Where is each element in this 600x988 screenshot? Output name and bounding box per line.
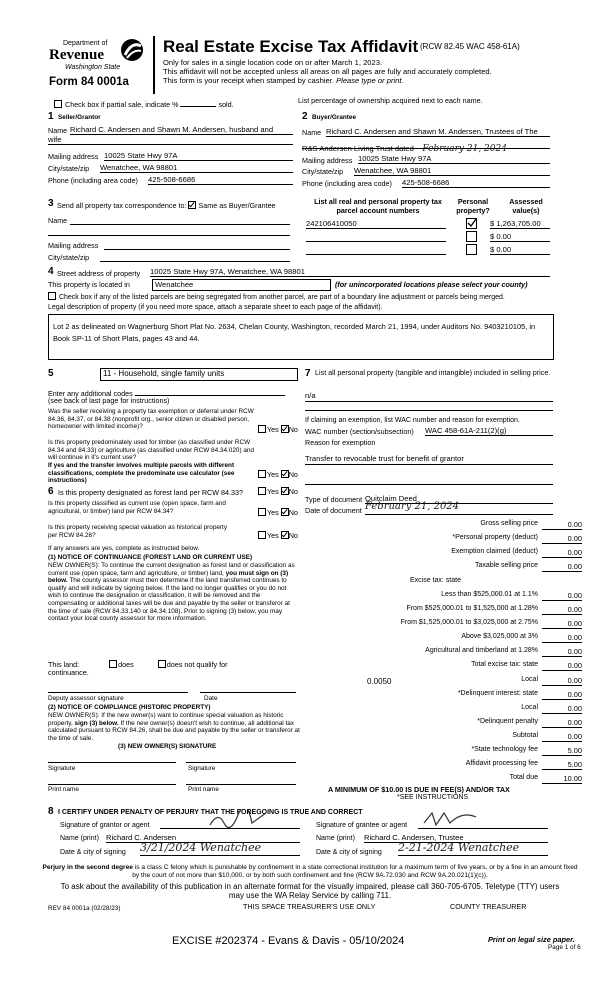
- notice1-c: The county assessor must then determine if the land transferred continues to qualify and will indicate by signing below. If the land no longer qualifies or you do not wish to continue the designation or classification, it will be removed and the compensating or additional taxes will be due and payable by the seller or transferor at the time of sale (RCW 84.33.140 or 84.34.108). Prior to signing (3) below, you may contact your local county assessor for more information.: [48, 577, 290, 623]
- buyer-name-label: Name: [302, 128, 322, 137]
- t5-value[interactable]: 0.00: [542, 647, 582, 657]
- buyer-title: Buyer/Grantee: [312, 114, 357, 121]
- alt-format-note: To ask about the availability of this publication in an alternate format for the visually impaired, please call 360-705-6705. Teletype (TTY) users may use the WA Relay Service by calling 711.: [60, 882, 560, 901]
- seller-city[interactable]: Wenatchee, WA 98801: [100, 163, 293, 173]
- parcel-head-1: List all real and personal property tax: [314, 197, 442, 206]
- section7: [305, 368, 555, 518]
- personal-checkbox-2[interactable]: [466, 231, 477, 242]
- wac-label: WAC number (section/subsection): [305, 427, 414, 436]
- personal-checkbox-1[interactable]: [466, 218, 477, 229]
- segregated-row: [48, 292, 505, 303]
- located-label: This property is located in: [48, 280, 130, 289]
- s5-q2b: If yes and the transfer involves multiple parcels with different classifications, complete the predominate use calculator (see instructions): [48, 462, 235, 485]
- subtitle-1: Only for sales in a single location code on or after March 1, 2023.: [163, 58, 383, 67]
- grantor-signature-scribble-icon: [208, 809, 268, 829]
- street-label: Street address of property: [57, 269, 141, 278]
- s6-q2-yes-checkbox[interactable]: [258, 508, 266, 516]
- dept-line2: Revenue: [49, 47, 104, 63]
- s6-q2-yes: Yes: [267, 508, 279, 517]
- partial-sale-label: Check box if partial sale, indicate %: [65, 100, 179, 109]
- check-mark-icon: [467, 218, 477, 228]
- new-owner-signature-1[interactable]: [48, 756, 176, 763]
- local-label: Local: [521, 676, 538, 683]
- exemption-label: Exemption claimed (deduct): [451, 548, 538, 555]
- buyer-num: 2: [302, 111, 308, 122]
- s6-q2-no-checkbox[interactable]: [281, 508, 289, 516]
- section7-label: List all personal property (tangible and intangible) included in selling price.: [315, 368, 551, 377]
- segregated-checkbox[interactable]: [48, 292, 56, 300]
- total-due-label: Total due: [509, 774, 538, 781]
- partial-sale-pct[interactable]: [180, 99, 216, 107]
- notice1-body: [48, 562, 298, 623]
- deputy-label: Deputy assessor signature: [48, 695, 124, 702]
- buyer-name-2: R&S Andersen Living Trust dated: [302, 144, 414, 153]
- personal-deduct-value[interactable]: 0.00: [542, 534, 582, 544]
- s6-q1-yes-checkbox[interactable]: [258, 487, 266, 495]
- s6-q1: Is this property designated as forest land per RCW 84.33?: [58, 488, 243, 497]
- partial-sale-checkbox[interactable]: [54, 100, 62, 108]
- notice1-a: NEW OWNER(S): To continue the current designation as forest land or classification as current use (open space, farm and agriculture, or timber) land,: [48, 562, 295, 577]
- minimum-note: A MINIMUM OF $10.00 IS DUE IN FEE(S) AND/OR TAX: [328, 785, 510, 794]
- new-owner-print-1[interactable]: [48, 778, 176, 785]
- parcel-head: [308, 198, 448, 215]
- form-number: Form 84 0001a: [49, 76, 129, 88]
- t4-value[interactable]: 0.00: [542, 633, 582, 643]
- new-owner-signature-2[interactable]: [186, 756, 296, 763]
- s6-q2: Is this property classified as current use (open space, farm and agricultural, or timber) land per RCW 84.34?: [48, 500, 226, 515]
- reason-label: Reason for exemption: [305, 438, 376, 447]
- doc-date-label: Date of document: [305, 506, 362, 515]
- section6: [48, 486, 300, 806]
- s6-q3-answer: [258, 531, 298, 541]
- seller-phone-label: Phone (including area code): [48, 176, 138, 185]
- perjury-bold: Perjury in the second degree: [42, 864, 133, 871]
- penalty-label: *Delinquent penalty: [477, 718, 538, 725]
- buyer-mail-label: Mailing address: [302, 156, 353, 165]
- grantee-date-label: Date & city of signing: [316, 849, 382, 856]
- does-not-label: does not qualify for: [166, 660, 228, 669]
- s3-city-label: City/state/zip: [48, 253, 90, 262]
- s6-q3-yes-checkbox[interactable]: [258, 531, 266, 539]
- section8-num: 8: [48, 806, 54, 817]
- grantee-sig-label: Signature of grantee or agent: [316, 822, 408, 829]
- legal-description[interactable]: Lot 2 as delineated on Wagnerburg Short Plat No. 2634, Chelan County, Washington, recorded March 21, 1994, under Auditors No. 9403210105, in Book SP-11 of Short Plats, pages 43 and 44.: [48, 314, 554, 360]
- t2-label: From $525,000.01 to $1,525,000 at 1.28%: [406, 605, 538, 612]
- dor-logo: [45, 36, 150, 94]
- gross-label: Gross selling price: [480, 520, 538, 527]
- grantee-name-label: Name (print): [316, 835, 355, 842]
- print-name-label-1: Print name: [48, 786, 79, 793]
- notice3-head: (3) NEW OWNER(S) SIGNATURE: [118, 743, 217, 750]
- buyer-trust-date-handwritten: February 21, 2024: [422, 144, 507, 154]
- grantee-date[interactable]: 2-21-2024 Wenatchee: [398, 841, 548, 856]
- subtitle-3: [163, 77, 404, 86]
- doc-date[interactable]: February 21, 2024: [365, 501, 553, 515]
- notice2-c: If the new owner(s) doesn't wish to continue, all additional tax calculated pursuant to RCW 84.26, shall be due and payable by the seller or transferor at the time of sale.: [48, 719, 300, 742]
- s6-q3-no-checkbox[interactable]: [281, 531, 289, 539]
- same-as-buyer-checkbox[interactable]: [188, 201, 196, 209]
- section5: [48, 368, 298, 483]
- excise-head: Excise tax: state: [410, 577, 461, 584]
- t3-label: From $1,525,000.01 to $3,025,000 at 2.75%: [400, 619, 538, 626]
- s5-q1-answer: [258, 425, 298, 435]
- segregated-label: Check box if any of the listed parcels are being segregated from another parcel, are part of a boundary line adjustment or parcels being merged.: [58, 294, 505, 301]
- buyer-phone-label: Phone (including area code): [302, 179, 392, 188]
- taxable-label: Taxable selling price: [474, 562, 538, 569]
- assessed-value-1[interactable]: $ 1,263,705.00: [490, 219, 550, 229]
- form-rcw: (RCW 82.45 WAC 458-61A): [420, 42, 520, 51]
- doc-type[interactable]: Quitclaim Deed: [365, 494, 553, 504]
- subtitle-3-text: This form is your receipt when stamped by cashier.: [163, 76, 334, 85]
- s5-q1-no-checkbox[interactable]: [281, 425, 289, 433]
- legal-label: Legal description of property (if you need more space, attach a separate sheet to each page of the affidavit).: [48, 304, 383, 311]
- s3-mail-label: Mailing address: [48, 241, 99, 250]
- parcel-number-2[interactable]: [306, 232, 446, 242]
- t5-label: Agricultural and timberland at 1.28%: [425, 647, 538, 654]
- see-instructions: *SEE INSTRUCTIONS: [397, 794, 469, 801]
- s5-q1: Was the seller receiving a property tax exemption or deferral under RCW 84.36, 84.37, or 84.38 (nonprofit org., senior citizen or disabled person, homeowner with limited income)?: [48, 408, 254, 431]
- tech-label: *State technology fee: [471, 746, 538, 753]
- section3: [48, 198, 553, 264]
- notice1-b: you must sign on (3) below.: [48, 569, 289, 585]
- section6-num: 6: [48, 486, 54, 497]
- notice2-head: (2) NOTICE OF COMPLIANCE (HISTORIC PROPERTY): [48, 704, 211, 711]
- personal-deduct-label: *Personal property (deduct): [452, 534, 538, 541]
- s5-q2-yes-checkbox[interactable]: [258, 470, 266, 478]
- delinquent-local-label: Local: [521, 704, 538, 711]
- codes-label-2: (see back of last page for instructions): [48, 396, 170, 405]
- total-state-value[interactable]: 0.00: [542, 661, 582, 671]
- s5-q2-no-checkbox[interactable]: [281, 470, 289, 478]
- seller-mail-label: Mailing address: [48, 152, 99, 161]
- buyer-section: [302, 111, 550, 191]
- grantor-name-label: Name (print): [60, 835, 99, 842]
- seller-name-label: Name: [48, 126, 68, 135]
- s5-q2a: Is this property predominately used for timber (as classified under RCW 84.34 and 84.33) or agriculture (as classified under RCW 84.34.020) and will continue in it's current use?: [48, 439, 255, 462]
- new-owner-print-2[interactable]: [186, 778, 296, 785]
- grantor-name[interactable]: Richard C. Andersen: [106, 833, 300, 843]
- t3-value[interactable]: 0.00: [542, 619, 582, 629]
- penalty-value[interactable]: 0.00: [542, 718, 582, 728]
- reason-exemption[interactable]: Transfer to revocable trust for benefit of grantor: [305, 454, 553, 465]
- dept-line1: Department of: [63, 40, 108, 47]
- s6-q1-answer: [258, 487, 298, 497]
- local-value[interactable]: 0.00: [542, 676, 582, 686]
- located-select[interactable]: Wenatchee: [152, 279, 331, 291]
- s6-q1-no-checkbox[interactable]: [281, 487, 289, 495]
- subtotal-label: Subtotal: [512, 732, 538, 739]
- section3-same: Same as Buyer/Grantee: [198, 201, 276, 210]
- grantee-signature-scribble-icon: [422, 809, 478, 829]
- gross-value[interactable]: 0.00: [542, 520, 582, 530]
- exempt-label: If claiming an exemption, list WAC number and reason for exemption.: [305, 417, 520, 424]
- parcel-number-3[interactable]: [306, 245, 446, 255]
- dor-emblem-icon: [119, 37, 145, 63]
- notice2-b: sign (3) below.: [74, 719, 119, 727]
- s6-any-yes: If any answers are yes, complete as instructed below.: [48, 545, 200, 552]
- assessed-value-3[interactable]: $ 0.00: [490, 245, 550, 255]
- rev-label: REV 84 0001a (02/28/23): [48, 905, 121, 912]
- deputy-date-line[interactable]: [200, 686, 296, 693]
- s6-q2-answer: [258, 508, 298, 518]
- buyer-city-label: City/state/zip: [302, 167, 344, 176]
- personal-property-line-2[interactable]: [305, 402, 553, 411]
- tech-value[interactable]: 5.00: [542, 746, 582, 756]
- personal-head-1: Personal: [457, 197, 489, 206]
- street-address[interactable]: 10025 State Hwy 97A, Wenatchee, WA 98801: [150, 267, 550, 277]
- subtitle-2: This affidavit will not be accepted unless all areas on all pages are fully and accurately completed.: [163, 67, 492, 76]
- deputy-signature-line[interactable]: [48, 686, 188, 693]
- t2-value[interactable]: 0.00: [542, 605, 582, 615]
- this-land-label: This land:: [48, 660, 80, 669]
- perjury-note: [40, 864, 580, 879]
- section7-num: 7: [305, 368, 311, 379]
- seller-phone[interactable]: 425-508-6686: [148, 175, 293, 185]
- personal-head-2: property?: [456, 205, 490, 215]
- section4: [48, 266, 553, 366]
- form-title: Real Estate Excise Tax Affidavit: [163, 37, 419, 56]
- signature-label-2: Signature: [188, 765, 216, 772]
- codes-input[interactable]: [135, 388, 285, 396]
- s3-name-line-2[interactable]: [48, 226, 290, 236]
- local-rate: 0.0050: [367, 677, 392, 686]
- personal-checkbox-3[interactable]: [466, 244, 477, 255]
- delinquent-local-value[interactable]: 0.00: [542, 704, 582, 714]
- grantor-date-label: Date & city of signing: [60, 849, 126, 856]
- partial-sale-sold: sold.: [218, 100, 234, 109]
- section3-num: 3: [48, 198, 54, 209]
- land-use-select[interactable]: 11 - Household, single family units: [100, 368, 298, 381]
- taxable-value[interactable]: 0.00: [542, 562, 582, 572]
- does-label: does: [118, 660, 134, 669]
- s6-q1-yes: Yes: [267, 487, 279, 496]
- grantee-name[interactable]: Richard C. Andersen, Trustee: [364, 833, 548, 843]
- s3-name-line[interactable]: [70, 215, 290, 225]
- perjury-text: is a class C felony which is punishable by confinement in a state correctional institution for a maximum term of five years, or by a fine in an amount fixed by the court of not more than $10,000, or by both such confinement and fine (RCW 9A.72.030 and RCW 9A.20.021(1)(c)).: [132, 864, 578, 879]
- grantor-date[interactable]: 3/21/2024 Wenatchee: [140, 841, 300, 856]
- s3-name-label: Name: [48, 216, 68, 225]
- s5-q2-no: No: [288, 470, 298, 479]
- t1-label: Less than $525,000.01 at 1.1%: [441, 591, 538, 598]
- s6-q3-no: No: [288, 531, 298, 540]
- seller-mail[interactable]: 10025 State Hwy 97A: [104, 151, 293, 161]
- s6-q2-no: No: [288, 508, 298, 517]
- notice2-a: NEW OWNER(S): If the new owner(s) want to continue special valuation as historic property,: [48, 712, 284, 727]
- processing-value[interactable]: 5.00: [542, 760, 582, 770]
- treasurer-use: THIS SPACE TREASURER'S USE ONLY: [243, 902, 376, 911]
- legal-paper-note: Print on legal size paper.: [488, 935, 575, 944]
- county-treasurer: COUNTY TREASURER: [450, 902, 527, 911]
- located-note: (for unincorporated locations please select your county): [335, 280, 528, 289]
- notice1-head: (1) NOTICE OF CONTINUANCE (FOREST LAND OR CURRENT USE): [48, 554, 253, 561]
- s5-q2-yes: Yes: [267, 470, 279, 479]
- s5-q1-yes: Yes: [267, 425, 279, 434]
- seller-title: Seller/Grantor: [58, 114, 101, 121]
- signature-label-1: Signature: [48, 765, 76, 772]
- s5-q2-answer: [258, 470, 298, 480]
- assessed-head: [498, 198, 554, 215]
- deputy-date-label: Date: [204, 695, 218, 702]
- buyer-name-2-row[interactable]: [302, 138, 550, 154]
- state-line: Washington State: [65, 64, 121, 71]
- s3-mail-line[interactable]: [104, 240, 290, 250]
- processing-label: Affidavit processing fee: [465, 760, 538, 767]
- notice2-body: [48, 712, 300, 742]
- section4-num: 4: [48, 266, 54, 277]
- excise-stamp: EXCISE #202374 - Evans & Davis - 05/10/2024: [172, 935, 405, 947]
- delinquent-state-label: *Delinquent interest: state: [457, 690, 538, 697]
- does-checkbox[interactable]: [109, 660, 117, 668]
- s6-q3: Is this property receiving special valuation as historical property per RCW 84.26?: [48, 524, 228, 539]
- reason-line-2[interactable]: [305, 476, 553, 485]
- assessed-value-2[interactable]: $ 0.00: [490, 232, 550, 242]
- section8: [48, 806, 558, 864]
- print-name-label-2: Print name: [188, 786, 219, 793]
- section5-num: 5: [48, 368, 54, 379]
- t1-value[interactable]: 0.00: [542, 591, 582, 601]
- s5-q1-yes-checkbox[interactable]: [258, 425, 266, 433]
- assessed-head-1: Assessed: [509, 197, 543, 206]
- partial-sale-row: [54, 99, 314, 110]
- grantor-sig-label: Signature of grantor or agent: [60, 822, 150, 829]
- section3-label: Send all property tax correspondence to:: [57, 201, 187, 210]
- list-pct-note: List percentage of ownership acquired next to each name.: [298, 96, 483, 105]
- subtotal-value[interactable]: 0.00: [542, 732, 582, 742]
- continuance-label: continuance.: [48, 668, 89, 677]
- s6-q3-yes: Yes: [267, 531, 279, 540]
- wac-number[interactable]: WAC 458-61A-211(2)(g): [425, 426, 553, 436]
- seller-name-1[interactable]: Richard C. Andersen and Shawn M. Andersen, husband and: [70, 125, 293, 135]
- seller-city-label: City/state/zip: [48, 164, 90, 173]
- header: [45, 36, 585, 96]
- header-divider: [153, 36, 155, 94]
- assessed-head-2: value(s): [512, 205, 540, 215]
- seller-name-2[interactable]: wife: [48, 135, 293, 145]
- personal-property-value[interactable]: n/a: [305, 391, 553, 402]
- buyer-name-1[interactable]: Richard C. Andersen and Shawn M. Andersen, Trustees of The: [326, 127, 550, 137]
- exemption-value[interactable]: 0.00: [542, 548, 582, 558]
- personal-head: [451, 198, 495, 215]
- section3-send-row: [57, 201, 276, 211]
- codes-label-1: Enter any additional codes: [48, 389, 133, 398]
- seller-num: 1: [48, 111, 54, 122]
- subtitle-3-emph: Please type or print.: [336, 76, 404, 85]
- certify-text: I CERTIFY UNDER PENALTY OF PERJURY THAT THE FOREGOING IS TRUE AND CORRECT: [58, 809, 363, 816]
- s3-city-line[interactable]: [100, 252, 290, 262]
- s5-q1-no: No: [288, 425, 298, 434]
- total-state-label: Total excise tax: state: [471, 661, 538, 668]
- does-not-checkbox[interactable]: [158, 660, 166, 668]
- buyer-city[interactable]: Wenatchee, WA 98801: [354, 166, 550, 176]
- parcel-number-1[interactable]: 242106410050: [306, 219, 446, 229]
- page-number: Page 1 of 6: [548, 944, 581, 951]
- seller-section: [48, 111, 293, 191]
- s6-q1-no: No: [288, 487, 298, 496]
- parcel-head-2: parcel account numbers: [336, 205, 420, 215]
- delinquent-state-value[interactable]: 0.00: [542, 690, 582, 700]
- buyer-phone[interactable]: 425-508-6686: [402, 178, 550, 188]
- t4-label: Above $3,025,000 at 3%: [461, 633, 538, 640]
- buyer-mail[interactable]: 10025 State Hwy 97A: [358, 154, 550, 164]
- total-due-value[interactable]: 10.00: [542, 774, 582, 784]
- doc-type-label: Type of document: [305, 495, 363, 504]
